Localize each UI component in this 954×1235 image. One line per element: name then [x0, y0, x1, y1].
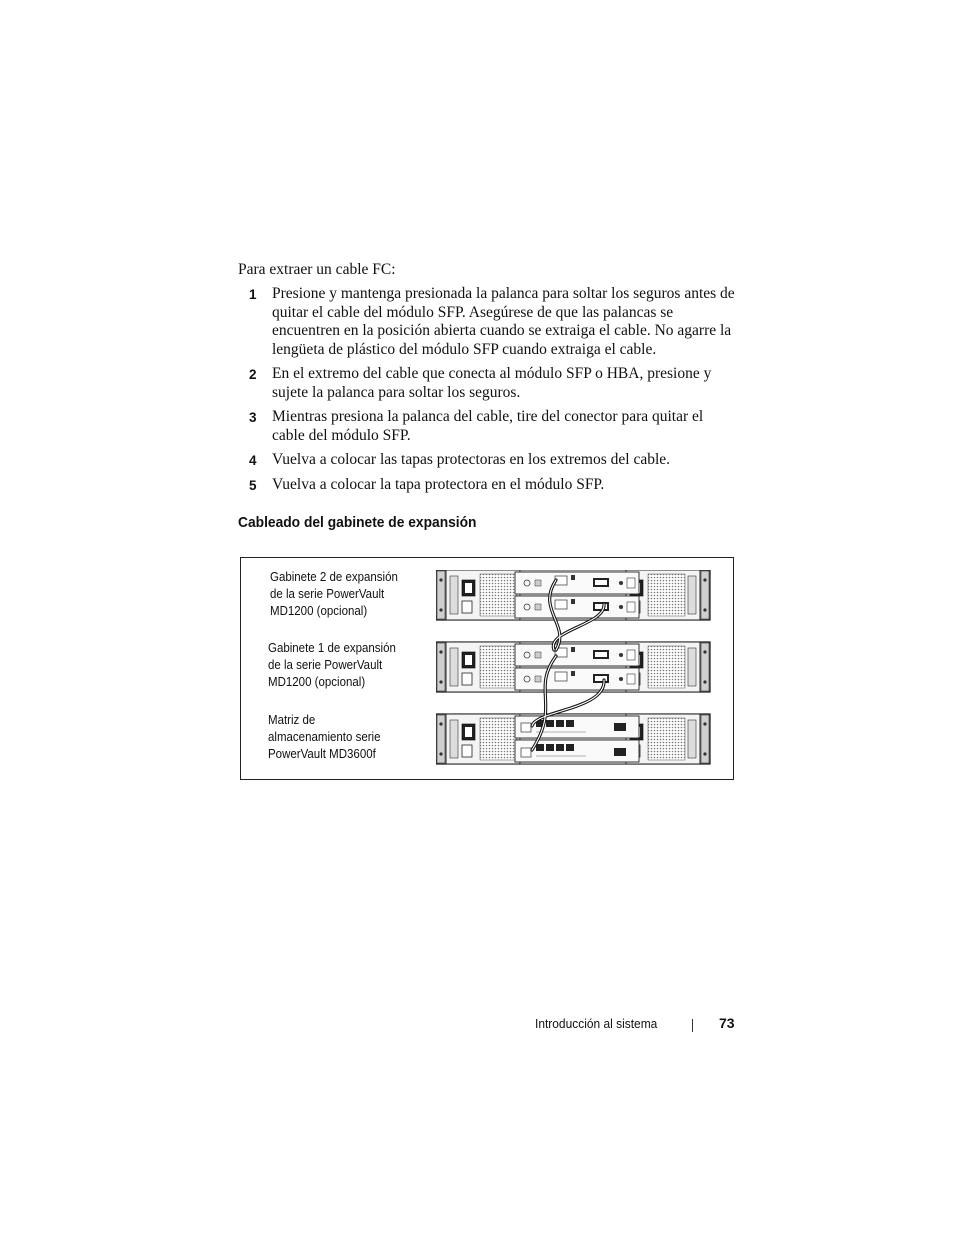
- caption-line: MD1200 (opcional): [268, 675, 366, 689]
- step-text: En el extremo del cable que conecta al módulo SFP o HBA, presione y sujete la palanca para soltar los seguros.: [272, 365, 712, 401]
- step-item: [238, 408, 738, 445]
- intro-text: Para extraer un cable FC:: [238, 261, 396, 278]
- step-number: 5: [249, 477, 257, 493]
- step-text: Mientras presiona la palanca del cable, tire del conector para quitar el cable del módulo SFP.: [272, 408, 704, 444]
- caption-line: Matriz de: [268, 713, 316, 727]
- step-text: Vuelva a colocar las tapas protectoras en los extremos del cable.: [272, 451, 671, 468]
- step-number: 1: [249, 287, 257, 302]
- step-text: Vuelva a colocar la tapa protectora en el módulo SFP.: [272, 475, 605, 493]
- storage-array: [436, 714, 710, 764]
- step-number: 3: [249, 410, 257, 425]
- enclosure-2: [436, 570, 710, 620]
- caption-line: de la serie PowerVault: [268, 658, 383, 672]
- step-text: Presione y mantenga presionada la palanca para soltar los seguros antes de quitar el cable del módulo SFP. Asegúrese de que las palancas se encuentren en la posición abierta cuando se extraiga el cable. No agarre la lengüeta de plástico del módulo SFP cuando extraiga el cable.: [272, 285, 735, 358]
- caption-line: PowerVault MD3600f: [268, 747, 376, 761]
- enclosure-2-caption: [270, 569, 398, 620]
- caption-line: Gabinete 1 de expansión: [268, 641, 396, 655]
- step-item: [238, 285, 738, 359]
- step-list: [238, 285, 738, 500]
- rack-diagram: [436, 570, 716, 770]
- caption-line: MD1200 (opcional): [270, 604, 368, 618]
- caption-line: Gabinete 2 de expansión: [270, 570, 398, 584]
- enclosure-1: [436, 642, 710, 692]
- step-item: [238, 451, 738, 470]
- step-number: 2: [249, 367, 257, 382]
- step-item: [238, 476, 738, 495]
- caption-line: de la serie PowerVault: [270, 587, 385, 601]
- page-number: 73: [719, 1015, 735, 1031]
- section-title: Cableado del gabinete de expansión: [238, 514, 477, 531]
- enclosure-1-caption: [268, 640, 396, 691]
- footer-divider: [692, 1019, 693, 1032]
- caption-line: almacenamiento serie: [268, 730, 381, 744]
- footer-section-title: Introducción al sistema: [535, 1016, 658, 1031]
- step-item: [238, 365, 738, 402]
- step-number: 4: [249, 453, 257, 468]
- storage-array-caption: [268, 712, 381, 763]
- cabling-figure: [240, 557, 734, 780]
